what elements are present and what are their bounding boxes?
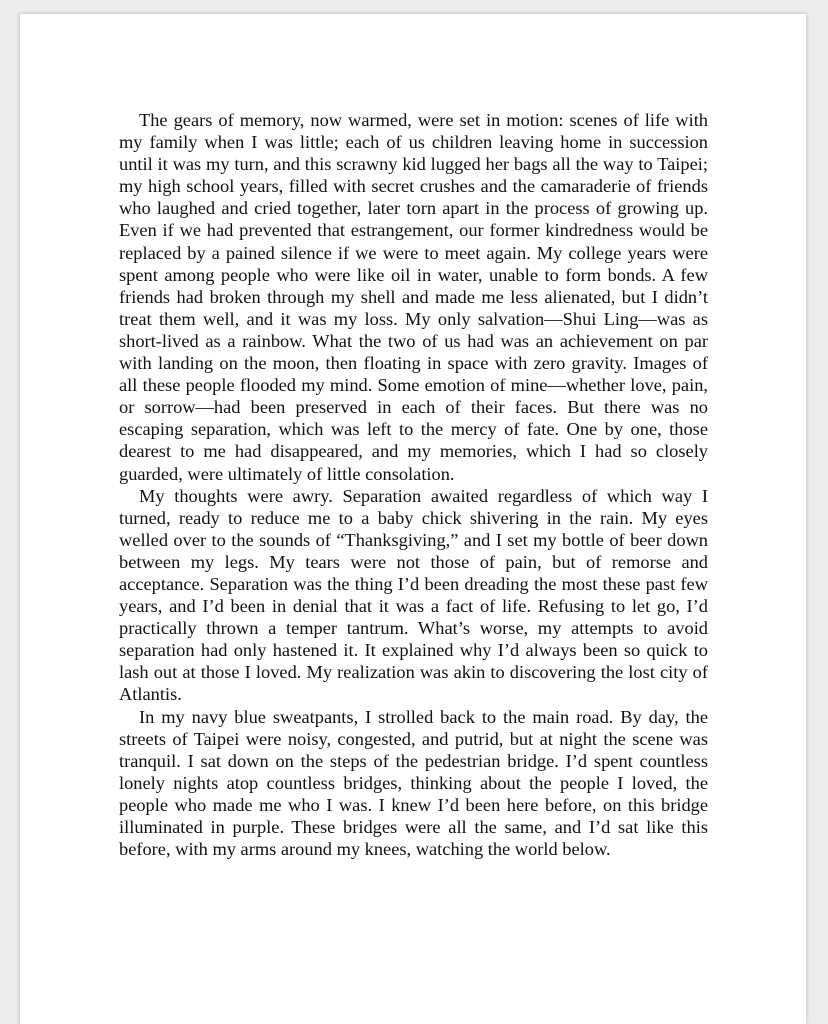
paragraph-2: My thoughts were awry. Separation awaited regardless of which way I turned, ready to reduce me to a baby chick shivering in the rain. My eyes welled over to the sounds of “Thanksgiving,” and I set my bottle of beer down between my legs. My tears were not those of pain, but of remorse and acceptance. Separation was the thing I’d been dreading the most these past few years, and I’d been in denial that it was a fact of life. Refusing to let go, I’d practically thrown a temper tantrum. What’s worse, my attempts to avoid separation had only hastened it. It explained why I’d always been so quick to lash out at those I loved. My realization was akin to discovering the lost city of Atlantis. bbox=[119, 485, 708, 705]
body-text bbox=[119, 109, 708, 860]
paragraph-1: The gears of memory, now warmed, were set in motion: scenes of life with my family when I was little; each of us children leaving home in succession until it was my turn, and this scrawny kid lugged her bags all the way to Taipei; my high school years, filled with secret crushes and the camaraderie of friends who laughed and cried together, later torn apart in the process of growing up. Even if we had prevented that estrangement, our former kindredness would be replaced by a pained silence if we were to meet again. My college years were spent among people who were like oil in water, unable to form bonds. A few friends had broken through my shell and made me less alienated, but I didn’t treat them well, and it was my loss. My only salvation—Shui Ling—was as short-lived as a rainbow. What the two of us had was an achievement on par with landing on the moon, then floating in space with zero gravity. Images of all these people flooded my mind. Some emotion of mine—whether love, pain, or sorrow—had been preserved in each of their faces. But there was no escaping separation, which was left to the mercy of fate. One by one, those dearest to me had disappeared, and my memories, which I had so closely guarded, were ultimately of little consolation. bbox=[119, 110, 708, 484]
paragraph-3: In my navy blue sweatpants, I strolled back to the main road. By day, the streets of Taipei were noisy, congested, and putrid, but at night the scene was tranquil. I sat down on the steps of the pedestrian bridge. I’d spent countless lonely nights atop countless bridges, thinking about the people I loved, the people who made me who I was. I knew I’d been here before, on this bridge illuminated in purple. These bridges were all the same, and I’d sat like this before, with my arms around my knees, watching the world below. bbox=[119, 706, 708, 860]
document-page bbox=[20, 14, 806, 1024]
